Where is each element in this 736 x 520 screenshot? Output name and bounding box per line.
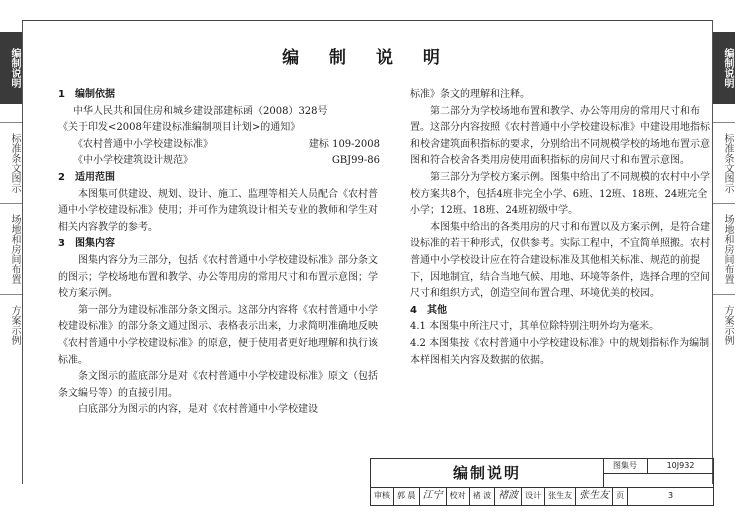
title-block-title: 编制说明 [371,459,604,488]
basis-line-2: 《关于印发<2008年建设标准编制项目计划>的通知》 [58,122,301,134]
part-three-paragraph: 第三部分为学校方案示例。图集中给出了不同规模的农村中小学校方案共8个，包括4班非完全小学、6班、12班、18班、24班完全小学；12班、18班、24班初级中学。 [410,171,710,217]
reviewer-signature: 江宁 [420,487,447,505]
title-block [370,458,714,506]
checker-signature: 褚波 [495,487,522,505]
title-block-blank-cell [603,473,713,488]
atlas-number-label: 图集号 [603,459,648,474]
page-frame [22,20,712,485]
basis-ref-row-2 [58,153,380,170]
content-paragraph-3: 条文图示的蓝底部分是对《农村普通中小学校建设标准》原文（包括条文编号等）的直接引用。 [58,371,378,399]
reviewer-name: 郭 晨 [394,487,420,505]
content-continuation: 标准》条文的理解和注释。 [410,89,530,100]
designer-name: 张生友 [545,487,576,505]
section-3-heading: 3 图集内容 [58,238,115,250]
sidebar-item-scheme-right[interactable]: 方案示例 [713,294,735,355]
basis-line-1: 中华人民共和国住房和城乡建设部建标函（2008）328号 [73,105,328,117]
section-4-heading: 4 其他 [410,304,447,316]
basis-ref-2-name: 《中小学校建筑设计规范》 [73,155,193,167]
review-label: 审核 [371,487,394,505]
right-sidebar [712,20,735,484]
designer-signature: 张生友 [576,487,613,505]
sidebar-item-standard[interactable]: 标准条文图示 [0,122,22,203]
reference-note-paragraph: 本图集中给出的各类用房的尺寸和布置以及方案示例，是符合建设标准的若干种形式，仅供参考。实际工程中，不宜简单照搬。农村普通中小学校设计应在符合建设标准及其他相关标准、规范的前提下，因地制宜，结合当地气候、用地、环境等条件，选择合理的空间尺寸和组织方式，创造空间布置合理、环境优美的校园。 [410,221,710,300]
right-column [410,87,710,369]
other-note-2: 4.2 本图集按《农村普通中小学校建设标准》中的规划指标作为编制本样图相关内容及数据的依据。 [410,337,710,366]
signature-row [371,487,713,505]
design-label: 设计 [522,487,545,505]
left-column [58,87,380,419]
section-1-heading: 1 编制依据 [58,89,115,100]
sidebar-current-section[interactable]: 编制说明 [0,32,22,104]
page-label: 页 [613,487,628,505]
section-2-heading: 2 适用范围 [58,171,115,183]
content-paragraph-1: 图集内容分为三部分，包括《农村普通中小学校建设标准》部分条文的图示；学校场地布置和教学、办公等用房的常用尺寸和布置示意图；学校方案示例。 [58,254,378,300]
page-title: 编 制 说 明 [282,48,452,68]
checker-name: 褚 波 [470,487,496,505]
basis-ref-2-code: GBJ99-86 [331,155,380,167]
left-sidebar [0,20,23,484]
basis-ref-row-1 [58,137,380,154]
sidebar-item-site[interactable]: 场地和房间布置 [0,203,22,294]
other-note-1: 4.1 本图集中所注尺寸，其单位除特别注明外均为毫米。 [410,321,660,333]
sidebar-item-scheme[interactable]: 方案示例 [0,294,22,355]
atlas-number: 10J932 [648,459,713,474]
scope-text: 本图集可供建设、规划、设计、施工、监理等相关人员配合《农村普通中小学校建设标准》使用；并可作为建筑设计相关专业的教师和学生对相关内容教学的参考。 [58,188,378,233]
sidebar-item-site-right[interactable]: 场地和房间布置 [713,203,735,294]
basis-ref-1-code: 建标 109-2008 [308,138,380,150]
content-paragraph-4: 白底部分为图示的内容，是对《农村普通中小学校建设 [78,404,318,416]
basis-ref-1-name: 《农村普通中小学校建设标准》 [73,138,213,150]
sidebar-current-section-right[interactable]: 编制说明 [713,32,735,104]
page-number: 3 [668,491,674,500]
content-paragraph-2: 第一部分为建设标准部分条文图示。这部分内容将《农村普通中小学校建设标准》的部分条文通过图示、表格表示出来，力求简明准确地反映《农村普通中小学校建设标准》的原意，便于使用者更好地理解和执行该标准。 [58,304,378,366]
sidebar-item-standard-right[interactable]: 标准条文图示 [713,122,735,203]
part-two-paragraph: 第二部分为学校场地布置和教学、办公等用房的常用尺寸和布置。这部分内容按照《农村普通中小学校建设标准》中建设用地指标和校舍建筑面积指标的要求，分别给出不同规模学校的场地布置示意图和符合校舍各类用房使用面积指标的房间尺寸和布置示意图。 [410,105,710,167]
check-label: 校对 [447,487,470,505]
